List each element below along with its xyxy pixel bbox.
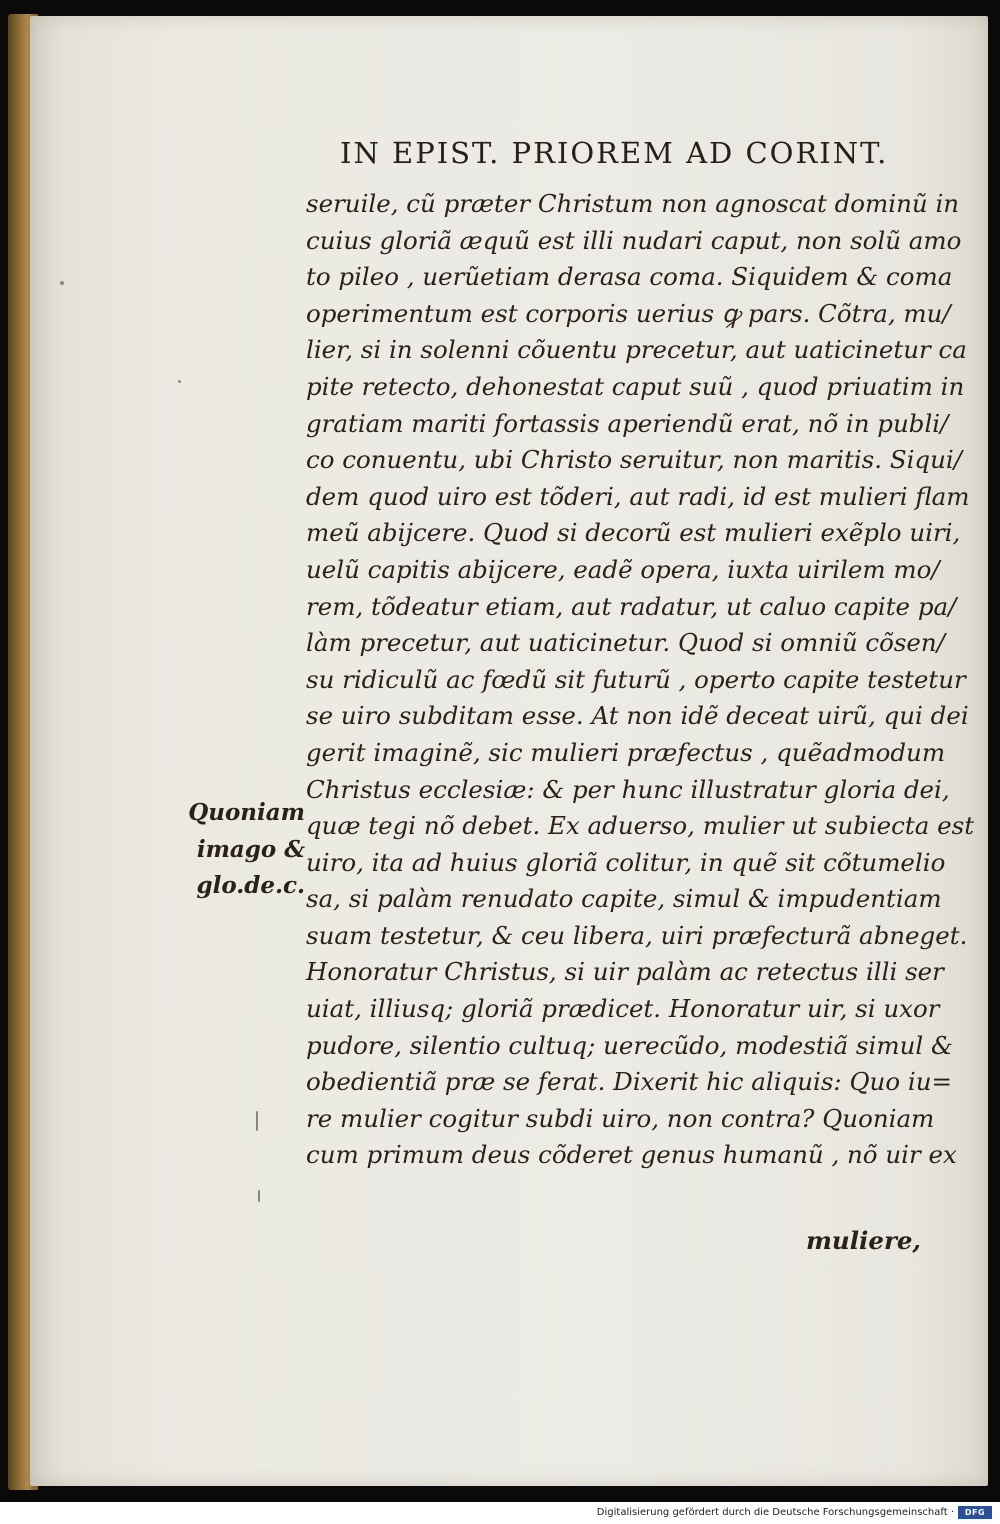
text-line: uiro, ita ad huius gloriã colitur, in quẽ sit cõtumelio <box>306 847 946 877</box>
paper-speck <box>60 281 64 285</box>
text-line: to pileo , uerũetiam derasa coma. Siquidem & coma <box>306 262 953 292</box>
text-line: se uiro subditam esse. At non idẽ deceat uirũ, qui dei <box>306 701 969 731</box>
text-line: obedientiã præ se ferat. Dixerit hic aliquis: Quo iu= <box>306 1067 953 1097</box>
text-line: co conuentu, ubi Christo seruitur, non maritis. Siqui/ <box>306 445 962 475</box>
text-line: uelũ capitis abijcere, eadẽ opera, iuxta uirilem mo/ <box>306 554 940 584</box>
text-line: pudore, silentio cultuq; uerecũdo, modestiã simul & <box>306 1030 953 1060</box>
text-line: cum primum deus cõderet genus humanũ , nõ uir ex <box>306 1140 957 1170</box>
text-line: quæ tegi nõ debet. Ex aduerso, mulier ut subiecta est <box>306 811 975 841</box>
paper-speck <box>178 380 181 383</box>
text-line: Christus ecclesiæ: & per hunc illustratur gloria dei, <box>306 774 950 804</box>
text-line: pite retecto, dehonestat caput suũ , quod priuatim in <box>306 371 965 401</box>
body-text <box>306 186 975 1174</box>
text-line: sa, si palàm renudato capite, simul & impudentiam <box>306 884 942 914</box>
text-line: uiat, illiusq; gloriã prædicet. Honoratur uir, si uxor <box>306 994 940 1024</box>
dfg-logo: DFG <box>958 1506 992 1519</box>
text-line: suam testetur, & ceu libera, uiri præfecturã abneget. <box>306 920 968 950</box>
paper-speck <box>258 1190 260 1202</box>
running-head: IN EPIST. PRIOREM AD CORINT. <box>340 136 889 170</box>
text-line: meũ abijcere. Quod si decorũ est mulieri exẽplo uiri, <box>306 518 961 548</box>
marginal-note <box>170 795 305 905</box>
paper-speck <box>256 1111 258 1131</box>
text-line: re mulier cogitur subdi uiro, non contra? Quoniam <box>306 1103 935 1133</box>
marginal-note-line: imago & <box>196 835 305 863</box>
digitization-credit: Digitalisierung gefördert durch die Deutsche Forschungsgemeinschaft · <box>596 1507 954 1518</box>
text-line: seruile, cũ præter Christum non agnoscat dominũ in <box>306 189 960 218</box>
text-line: Honoratur Christus, si uir palàm ac retectus illi ser <box>306 957 944 987</box>
text-line: cuius gloriã æquũ est illi nudari caput, non solũ amo <box>306 225 962 255</box>
text-line: gerit imaginẽ, sic mulieri præfectus , quẽadmodum <box>306 737 946 767</box>
text-line: operimentum est corporis uerius ꝙ pars. Cõtra, mu/ <box>306 298 951 328</box>
catchword: muliere, <box>806 1226 921 1255</box>
text-line: su ridiculũ ac fœdũ sit futurũ , operto capite testetur <box>306 664 966 694</box>
marginal-note-line: Quoniam <box>188 799 305 826</box>
text-line: lier, si in solenni cõuentu precetur, aut uaticinetur ca <box>306 335 967 365</box>
text-line: gratiam mariti fortassis aperiendũ erat, nõ in publi/ <box>306 408 949 438</box>
marginal-note-line: glo.de.c. <box>196 872 305 900</box>
text-line: rem, tõdeatur etiam, aut radatur, ut caluo capite pa/ <box>306 591 957 621</box>
text-line: làm precetur, aut uaticinetur. Quod si omniũ cõsen/ <box>306 628 945 658</box>
text-line: dem quod uiro est tõderi, aut radi, id est mulieri flam <box>306 481 970 511</box>
